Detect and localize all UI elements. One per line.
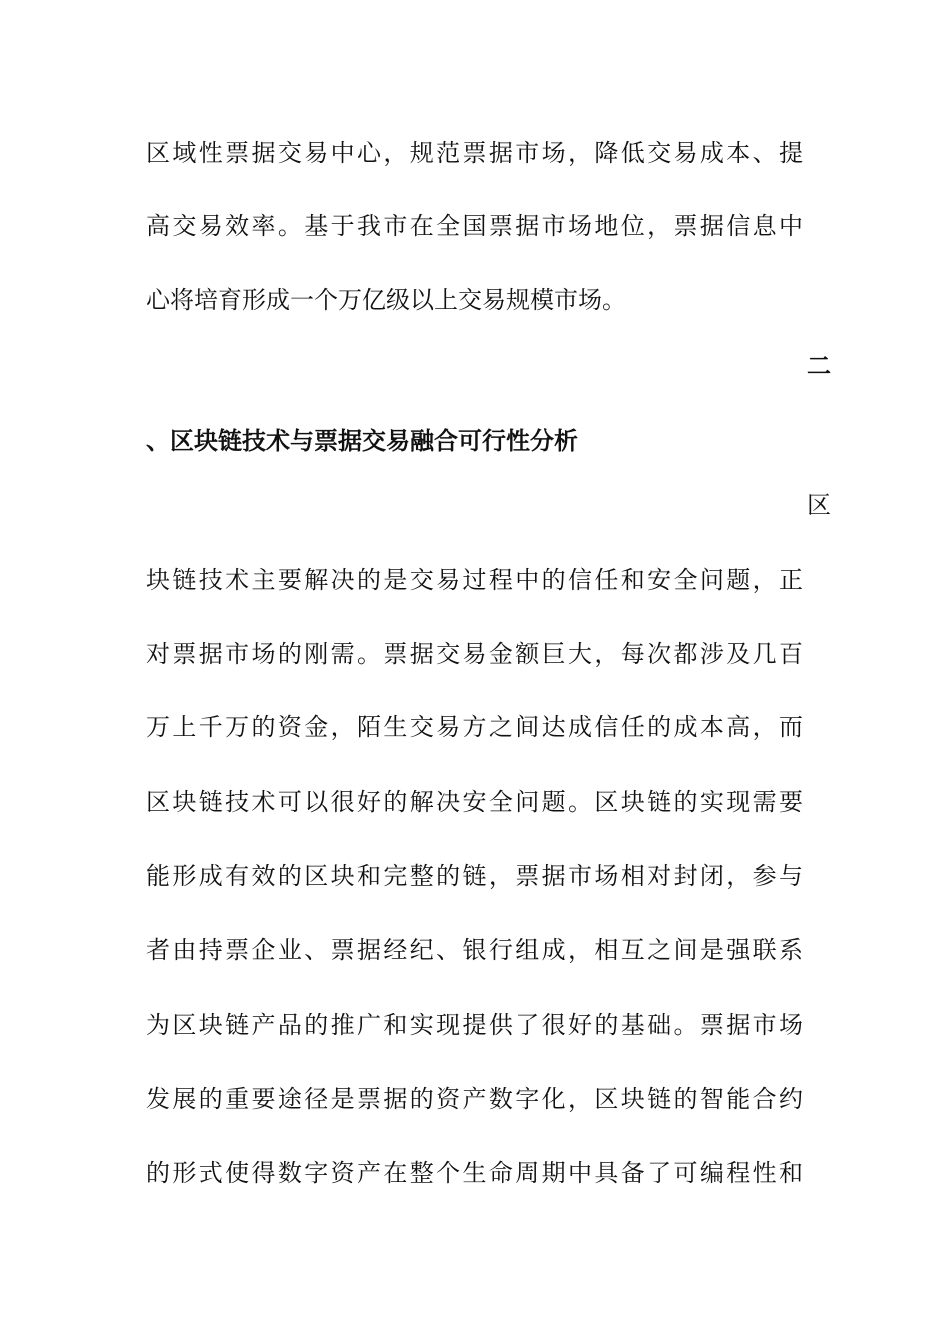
paragraph2-first-char: 区 bbox=[807, 491, 831, 519]
paragraph2-line-3: 万上千万的资金，陌生交易方之间达成信任的成本高，而 bbox=[146, 713, 803, 741]
paragraph2-line-8: 发展的重要途径是票据的资产数字化，区块链的智能合约 bbox=[146, 1085, 803, 1113]
paragraph2-line-4: 区块链技术可以很好的解决安全问题。区块链的实现需要 bbox=[146, 788, 803, 816]
paragraph1-line-3: 心将培育形成一个万亿级以上交易规模市场。 bbox=[146, 286, 626, 314]
paragraph2-line-7: 为区块链产品的推广和实现提供了很好的基础。票据市场 bbox=[146, 1011, 803, 1039]
section-heading: 、区块链技术与票据交易融合可行性分析 bbox=[146, 427, 578, 455]
paragraph2-line-1: 块链技术主要解决的是交易过程中的信任和安全问题，正 bbox=[146, 566, 803, 594]
paragraph2-line-9: 的形式使得数字资产在整个生命周期中具备了可编程性和 bbox=[146, 1159, 803, 1187]
paragraph2-line-5: 能形成有效的区块和完整的链，票据市场相对封闭，参与 bbox=[146, 862, 803, 890]
paragraph2-line-6: 者由持票企业、票据经纪、银行组成，相互之间是强联系 bbox=[146, 936, 803, 964]
section-number: 二 bbox=[807, 352, 831, 380]
paragraph1-line-1: 区域性票据交易中心，规范票据市场，降低交易成本、提 bbox=[146, 139, 803, 167]
paragraph1-line-2: 高交易效率。基于我市在全国票据市场地位，票据信息中 bbox=[146, 212, 803, 240]
paragraph2-line-2: 对票据市场的刚需。票据交易金额巨大，每次都涉及几百 bbox=[146, 640, 803, 668]
